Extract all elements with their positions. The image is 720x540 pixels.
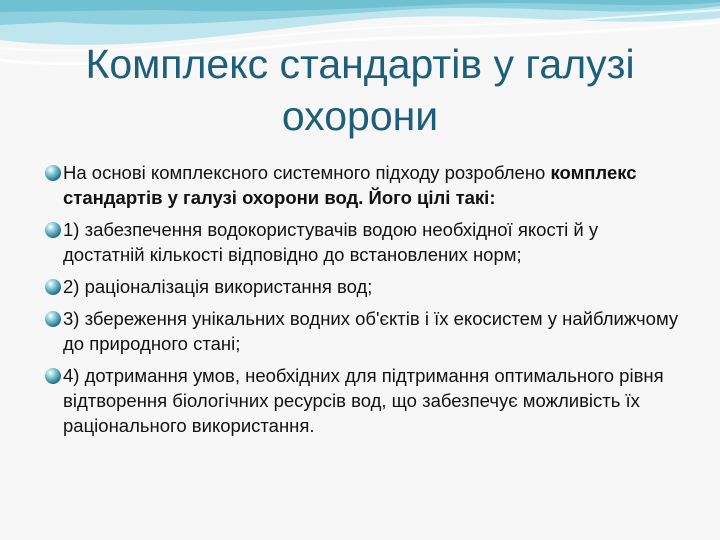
bullet-item — [10, 274, 680, 299]
bullet-text: 2) раціоналізація використання вод; — [63, 276, 373, 297]
bullet-item — [10, 217, 680, 267]
title-line-1: Комплекс стандартів у галузі — [85, 41, 635, 87]
bullet-text: 4) дотримання умов, необхідних для підтримання оптимального рівня відтворення біологічних ресурсів вод, що забезпечує можливість їх раціонального використання. — [63, 365, 664, 436]
title-line-2: охорони — [281, 93, 439, 139]
bullet-item — [10, 160, 680, 210]
bullet-item — [10, 306, 680, 356]
bullet-text: 3) збереження унікальних водних об'єктів і їх екосистем у найближчому до природного стані; — [63, 308, 679, 354]
bullet-item — [10, 363, 680, 438]
sphere-bullet-icon — [44, 278, 62, 296]
sphere-bullet-icon — [44, 367, 62, 385]
sphere-bullet-icon — [44, 164, 62, 182]
bullet-text: 1) забезпечення водокористувачів водою необхідної якості й у достатній кількості відповідно до встановлених норм; — [63, 219, 599, 265]
slide-title — [20, 38, 700, 142]
sphere-bullet-icon — [44, 310, 62, 328]
bullet-bold-text: комплекс стандартів у галузі охорони вод. Його цілі такі: — [63, 162, 637, 208]
sphere-bullet-icon — [44, 221, 62, 239]
bullet-text: На основі комплексного системного підходу розроблено — [63, 162, 551, 183]
bullet-list — [10, 160, 680, 445]
